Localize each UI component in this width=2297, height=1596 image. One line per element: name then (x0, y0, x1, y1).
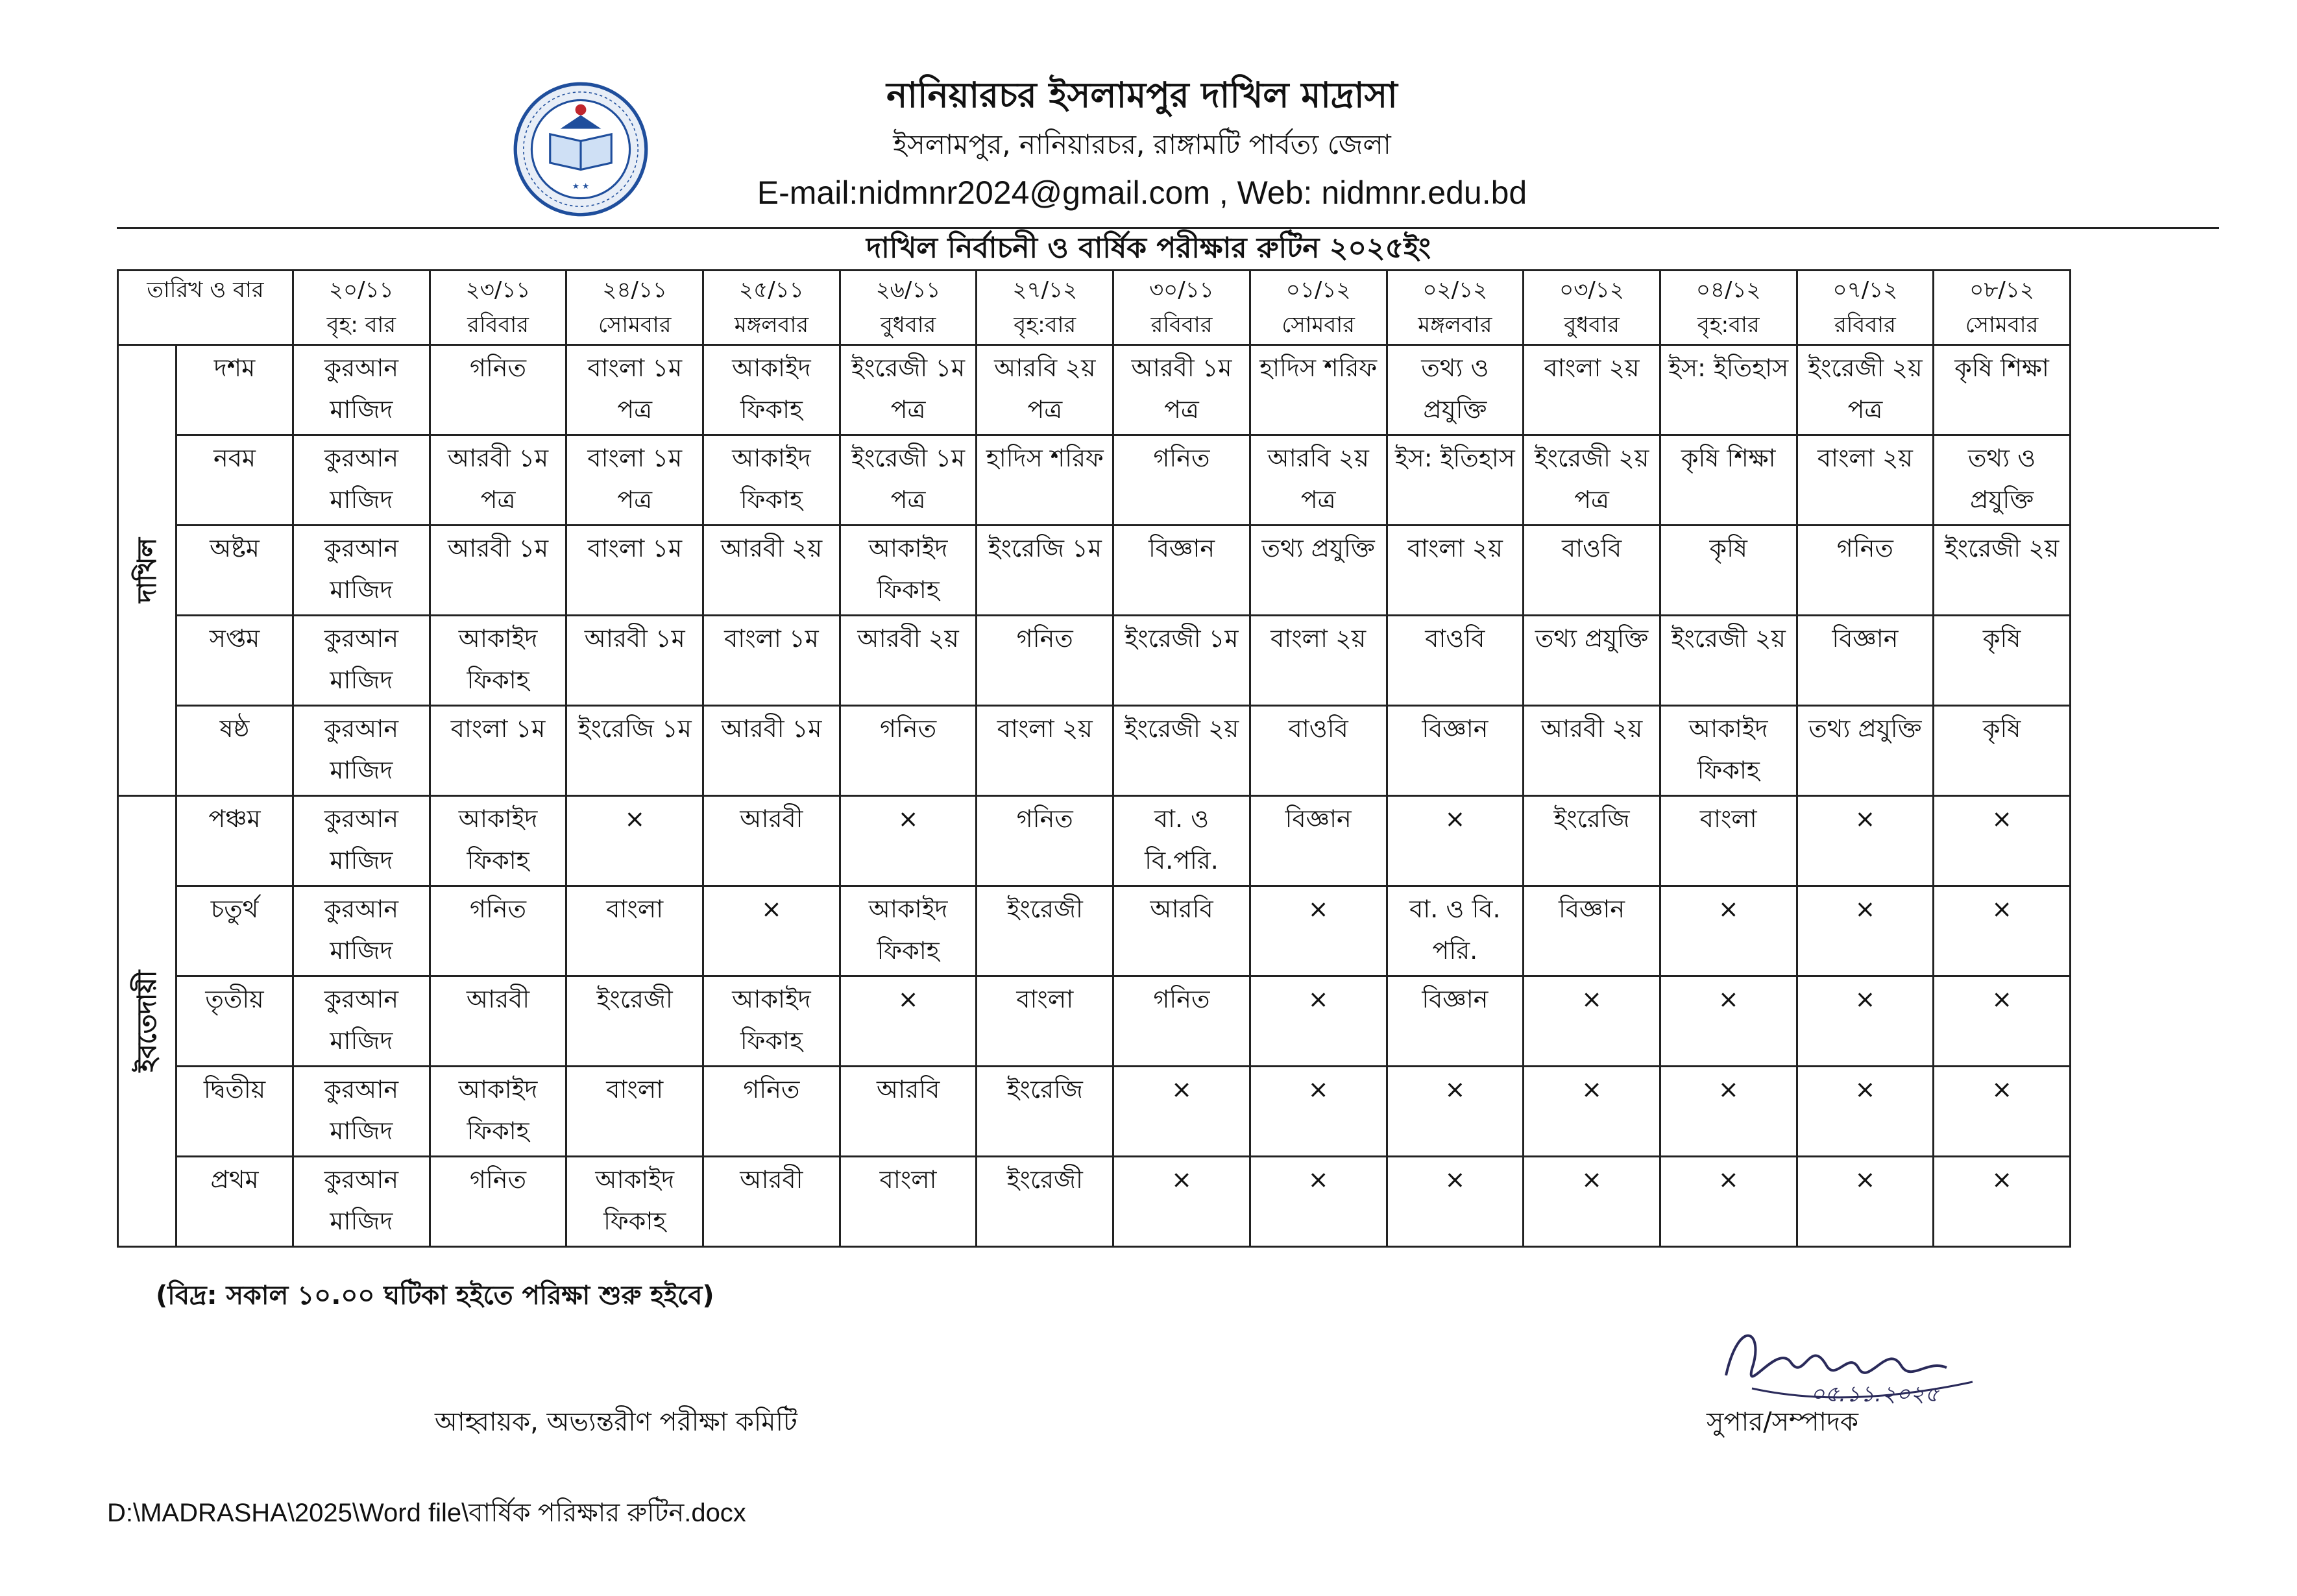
column-day: বৃহ:বার (1697, 312, 1760, 338)
table-header-row (118, 271, 2071, 345)
column-day: বৃহ:বার (1014, 312, 1076, 338)
subject-cell: আরবী ১ম পত্র (430, 435, 566, 526)
subject-cell: ইংরেজি (977, 1067, 1113, 1157)
subject-cell: বাংলা ১ম (703, 616, 840, 706)
subject-cell: ইংরেজী ২য় (1113, 706, 1250, 796)
class-name: দশম (176, 345, 293, 435)
file-path: D:\MADRASHA\2025\Word file\বার্ষিক পরিক্ষার রুটিন.docx (107, 1499, 746, 1527)
subject-cell: কুরআন মাজিদ (293, 1157, 430, 1247)
table-row (118, 1067, 2071, 1157)
no-exam-cell: × (1113, 1157, 1250, 1247)
no-exam-cell: × (1387, 1067, 1524, 1157)
column-header (566, 271, 703, 345)
organization-contact: E-mail:nidmnr2024@gmail.com , Web: nidmnr.edu.bd (757, 175, 1527, 211)
subject-cell: ইংরেজী ১ম পত্র (840, 435, 977, 526)
table-row (118, 796, 2071, 886)
subject-cell: কুরআন মাজিদ (293, 435, 430, 526)
subject-cell: বাংলা ১ম পত্র (566, 435, 703, 526)
column-date: ০১/১২ (1285, 277, 1351, 303)
subject-cell: ইংরেজি (1524, 796, 1660, 886)
exam-time-note: (বিদ্র: সকাল ১০.০০ ঘটিকা হইতে পরিক্ষা শুরু হইবে) (156, 1281, 714, 1311)
subject-cell: গনিত (1113, 976, 1250, 1067)
class-name: চতুর্থ (176, 886, 293, 976)
subject-cell: হাদিস শরিফ (977, 435, 1113, 526)
class-name: সপ্তম (176, 616, 293, 706)
subject-cell: আকাইদ ফিকাহ (566, 1157, 703, 1247)
column-date: ২৬/১১ (875, 277, 941, 303)
subject-cell: হাদিস শরিফ (1250, 345, 1387, 435)
subject-cell: বাংলা ২য় (1387, 526, 1524, 616)
subject-cell: বাংলা (977, 976, 1113, 1067)
section-label (118, 796, 176, 1247)
column-date: ২৪/১১ (602, 277, 668, 303)
column-date: ৩০/১১ (1149, 277, 1214, 303)
column-header (1387, 271, 1524, 345)
subject-cell: তথ্য প্রযুক্তি (1524, 616, 1660, 706)
column-date: ২৩/১১ (465, 277, 531, 303)
subject-cell: ইংরেজী ১ম পত্র (840, 345, 977, 435)
subject-cell: আরবী ১ম (430, 526, 566, 616)
subject-cell: বিজ্ঞান (1387, 706, 1524, 796)
column-day: মঙ্গলবার (734, 312, 809, 338)
subject-cell: বিজ্ঞান (1113, 526, 1250, 616)
subject-cell: তথ্য ও প্রযুক্তি (1387, 345, 1524, 435)
subject-cell: আরবী ২য় (840, 616, 977, 706)
subject-cell: ইংরেজি ১ম (977, 526, 1113, 616)
subject-cell: বাংলা ১ম (566, 526, 703, 616)
no-exam-cell: × (566, 796, 703, 886)
no-exam-cell: × (1660, 976, 1797, 1067)
column-date: ২০/১১ (328, 277, 394, 303)
subject-cell: বা. ও বি. পরি. (1387, 886, 1524, 976)
section-label-text: দাখিল (132, 537, 162, 603)
subject-cell: গনিত (430, 886, 566, 976)
table-row (118, 886, 2071, 976)
column-day: বুধবার (880, 312, 936, 338)
no-exam-cell: × (1660, 1067, 1797, 1157)
subject-cell: বাংলা (566, 1067, 703, 1157)
subject-cell: বাংলা (840, 1157, 977, 1247)
column-header (977, 271, 1113, 345)
table-row (118, 616, 2071, 706)
subject-cell: কৃষি (1934, 706, 2071, 796)
subject-cell: বাংলা ১ম পত্র (566, 345, 703, 435)
subject-cell: বাংলা (566, 886, 703, 976)
column-day: বুধবার (1564, 312, 1620, 338)
no-exam-cell: × (1660, 886, 1797, 976)
column-header (293, 271, 430, 345)
no-exam-cell: × (703, 886, 840, 976)
no-exam-cell: × (1250, 886, 1387, 976)
column-day: সোমবার (598, 312, 672, 338)
no-exam-cell: × (1934, 1157, 2071, 1247)
no-exam-cell: × (1797, 1157, 1934, 1247)
subject-cell: আরবী (703, 1157, 840, 1247)
subject-cell: আরবি (1113, 886, 1250, 976)
subject-cell: ইংরেজী ২য় (1934, 526, 2071, 616)
subject-cell: কুরআন মাজিদ (293, 706, 430, 796)
column-header (1524, 271, 1660, 345)
subject-cell: বাওবি (1250, 706, 1387, 796)
no-exam-cell: × (1250, 1157, 1387, 1247)
subject-cell: আরবি ২য় পত্র (977, 345, 1113, 435)
section-label-text: ইবতেদায়ী (132, 970, 162, 1072)
subject-cell: কৃষি (1934, 616, 2071, 706)
subject-cell: গনিত (703, 1067, 840, 1157)
subject-cell: ইংরেজী ২য় পত্র (1524, 435, 1660, 526)
subject-cell: বিজ্ঞান (1797, 616, 1934, 706)
no-exam-cell: × (1524, 1067, 1660, 1157)
class-name: নবম (176, 435, 293, 526)
subject-cell: আরবী ১ম (703, 706, 840, 796)
madrasa-seal-logo (513, 81, 649, 217)
column-day: রবিবার (1834, 312, 1896, 338)
no-exam-cell: × (1524, 1157, 1660, 1247)
subject-cell: কৃষি শিক্ষা (1660, 435, 1797, 526)
class-name: পঞ্চম (176, 796, 293, 886)
no-exam-cell: × (1113, 1067, 1250, 1157)
subject-cell: গনিত (977, 796, 1113, 886)
column-day: মঙ্গলবার (1418, 312, 1492, 338)
class-name: তৃতীয় (176, 976, 293, 1067)
routine-title: দাখিল নির্বাচনী ও বার্ষিক পরীক্ষার রুটিন ২০২৫ইং (866, 232, 1431, 265)
column-header (840, 271, 977, 345)
subject-cell: বাংলা (1660, 796, 1797, 886)
subject-cell: গনিত (430, 1157, 566, 1247)
table-row (118, 706, 2071, 796)
subject-cell: তথ্য প্রযুক্তি (1797, 706, 1934, 796)
subject-cell: আরবী (703, 796, 840, 886)
subject-cell: আরবী ২য় (1524, 706, 1660, 796)
subject-cell: ইংরেজী (977, 886, 1113, 976)
svg-text:★ ★: ★ ★ (572, 180, 590, 191)
no-exam-cell: × (1934, 886, 2071, 976)
subject-cell: গনিত (840, 706, 977, 796)
column-date: ২৭/১২ (1012, 277, 1078, 303)
subject-cell: বাওবি (1387, 616, 1524, 706)
subject-cell: বাংলা ২য় (1524, 345, 1660, 435)
subject-cell: ইংরেজী (566, 976, 703, 1067)
no-exam-cell: × (1660, 1157, 1797, 1247)
subject-cell: কুরআন মাজিদ (293, 526, 430, 616)
subject-cell: বাংলা ২য় (977, 706, 1113, 796)
subject-cell: বাংলা ২য় (1250, 616, 1387, 706)
column-date: ০৮/১২ (1969, 277, 2035, 303)
column-header (1797, 271, 1934, 345)
subject-cell: আকাইদ ফিকাহ (703, 976, 840, 1067)
no-exam-cell: × (840, 796, 977, 886)
subject-cell: আকাইদ ফিকাহ (430, 1067, 566, 1157)
subject-cell: বাংলা ১ম (430, 706, 566, 796)
subject-cell: বাংলা ২য় (1797, 435, 1934, 526)
column-header (703, 271, 840, 345)
corner-label: তারিখ ও বার (118, 271, 293, 345)
column-date: ০৪/১২ (1695, 277, 1761, 303)
subject-cell: আকাইদ ফিকাহ (840, 886, 977, 976)
subject-cell: কৃষি (1660, 526, 1797, 616)
subject-cell: বা. ও বি.পরি. (1113, 796, 1250, 886)
svg-text:০৫.১১.২০২৫: ০৫.১১.২০২৫ (1810, 1381, 1939, 1407)
subject-cell: ইংরেজী ২য় (1660, 616, 1797, 706)
column-day: রবিবার (1150, 312, 1213, 338)
column-day: রবিবার (467, 312, 529, 338)
no-exam-cell: × (1387, 1157, 1524, 1247)
no-exam-cell: × (1387, 796, 1524, 886)
subject-cell: গনিত (1113, 435, 1250, 526)
subject-cell: গনিত (977, 616, 1113, 706)
subject-cell: আরবী ১ম পত্র (1113, 345, 1250, 435)
subject-cell: কুরআন মাজিদ (293, 345, 430, 435)
table-row (118, 1157, 2071, 1247)
subject-cell: আরবী ২য় (703, 526, 840, 616)
subject-cell: ইংরেজী ২য় পত্র (1797, 345, 1934, 435)
subject-cell: ইংরেজী (977, 1157, 1113, 1247)
subject-cell: আকাইদ ফিকাহ (430, 616, 566, 706)
subject-cell: কুরআন মাজিদ (293, 796, 430, 886)
column-header (1660, 271, 1797, 345)
subject-cell: ইংরেজি ১ম (566, 706, 703, 796)
subject-cell: বিজ্ঞান (1250, 796, 1387, 886)
no-exam-cell: × (1250, 976, 1387, 1067)
no-exam-cell: × (1797, 976, 1934, 1067)
class-name: প্রথম (176, 1157, 293, 1247)
subject-cell: বিজ্ঞান (1387, 976, 1524, 1067)
no-exam-cell: × (1797, 1067, 1934, 1157)
no-exam-cell: × (1934, 1067, 2071, 1157)
subject-cell: ইস: ইতিহাস (1660, 345, 1797, 435)
class-name: দ্বিতীয় (176, 1067, 293, 1157)
subject-cell: বিজ্ঞান (1524, 886, 1660, 976)
class-name: ষষ্ঠ (176, 706, 293, 796)
table-row (118, 526, 2071, 616)
subject-cell: আরবী ১ম (566, 616, 703, 706)
column-day: বৃহ: বার (326, 312, 396, 338)
table-row (118, 435, 2071, 526)
subject-cell: কুরআন মাজিদ (293, 1067, 430, 1157)
no-exam-cell: × (840, 976, 977, 1067)
no-exam-cell: × (1797, 886, 1934, 976)
page-header (649, 68, 1635, 219)
subject-cell: গনিত (1797, 526, 1934, 616)
section-label (118, 345, 176, 796)
subject-cell: আরবি ২য় পত্র (1250, 435, 1387, 526)
subject-cell: আকাইদ ফিকাহ (1660, 706, 1797, 796)
convener-signature-label: আহ্বায়ক, অভ্যন্তরীণ পরীক্ষা কমিটি (435, 1407, 797, 1437)
subject-cell: আরবি (840, 1067, 977, 1157)
subject-cell: তথ্য প্রযুক্তি (1250, 526, 1387, 616)
subject-cell: কুরআন মাজিদ (293, 976, 430, 1067)
subject-cell: আকাইদ ফিকাহ (840, 526, 977, 616)
subject-cell: আকাইদ ফিকাহ (703, 345, 840, 435)
no-exam-cell: × (1250, 1067, 1387, 1157)
subject-cell: কুরআন মাজিদ (293, 886, 430, 976)
column-header (1113, 271, 1250, 345)
subject-cell: বাওবি (1524, 526, 1660, 616)
exam-routine-table (117, 269, 2071, 1248)
table-row (118, 976, 2071, 1067)
column-day: সোমবার (1965, 312, 2039, 338)
organization-name: নানিয়ারচর ইসলামপুর দাখিল মাদ্রাসা (886, 75, 1398, 115)
column-date: ০৩/১২ (1559, 277, 1624, 303)
subject-cell: গনিত (430, 345, 566, 435)
superintendent-signature-label: সুপার/সম্পাদক (1707, 1407, 1859, 1437)
no-exam-cell: × (1524, 976, 1660, 1067)
no-exam-cell: × (1934, 976, 2071, 1067)
column-date: ০২/১২ (1422, 277, 1488, 303)
subject-cell: তথ্য ও প্রযুক্তি (1934, 435, 2071, 526)
table-row (118, 345, 2071, 435)
column-header (1250, 271, 1387, 345)
subject-cell: আরবী (430, 976, 566, 1067)
column-date: ০৭/১২ (1832, 277, 1898, 303)
subject-cell: আকাইদ ফিকাহ (430, 796, 566, 886)
subject-cell: কুরআন মাজিদ (293, 616, 430, 706)
class-name: অষ্টম (176, 526, 293, 616)
subject-cell: ইংরেজী ১ম (1113, 616, 1250, 706)
column-date: ২৫/১১ (739, 277, 804, 303)
column-header (430, 271, 566, 345)
subject-cell: ইস: ইতিহাস (1387, 435, 1524, 526)
column-day: সোমবার (1282, 312, 1355, 338)
subject-cell: আকাইদ ফিকাহ (703, 435, 840, 526)
column-header (1934, 271, 2071, 345)
organization-address: ইসলামপুর, নানিয়ারচর, রাঙ্গামটি পার্বত্য জেলা (893, 128, 1391, 160)
no-exam-cell: × (1797, 796, 1934, 886)
no-exam-cell: × (1934, 796, 2071, 886)
subject-cell: কৃষি শিক্ষা (1934, 345, 2071, 435)
